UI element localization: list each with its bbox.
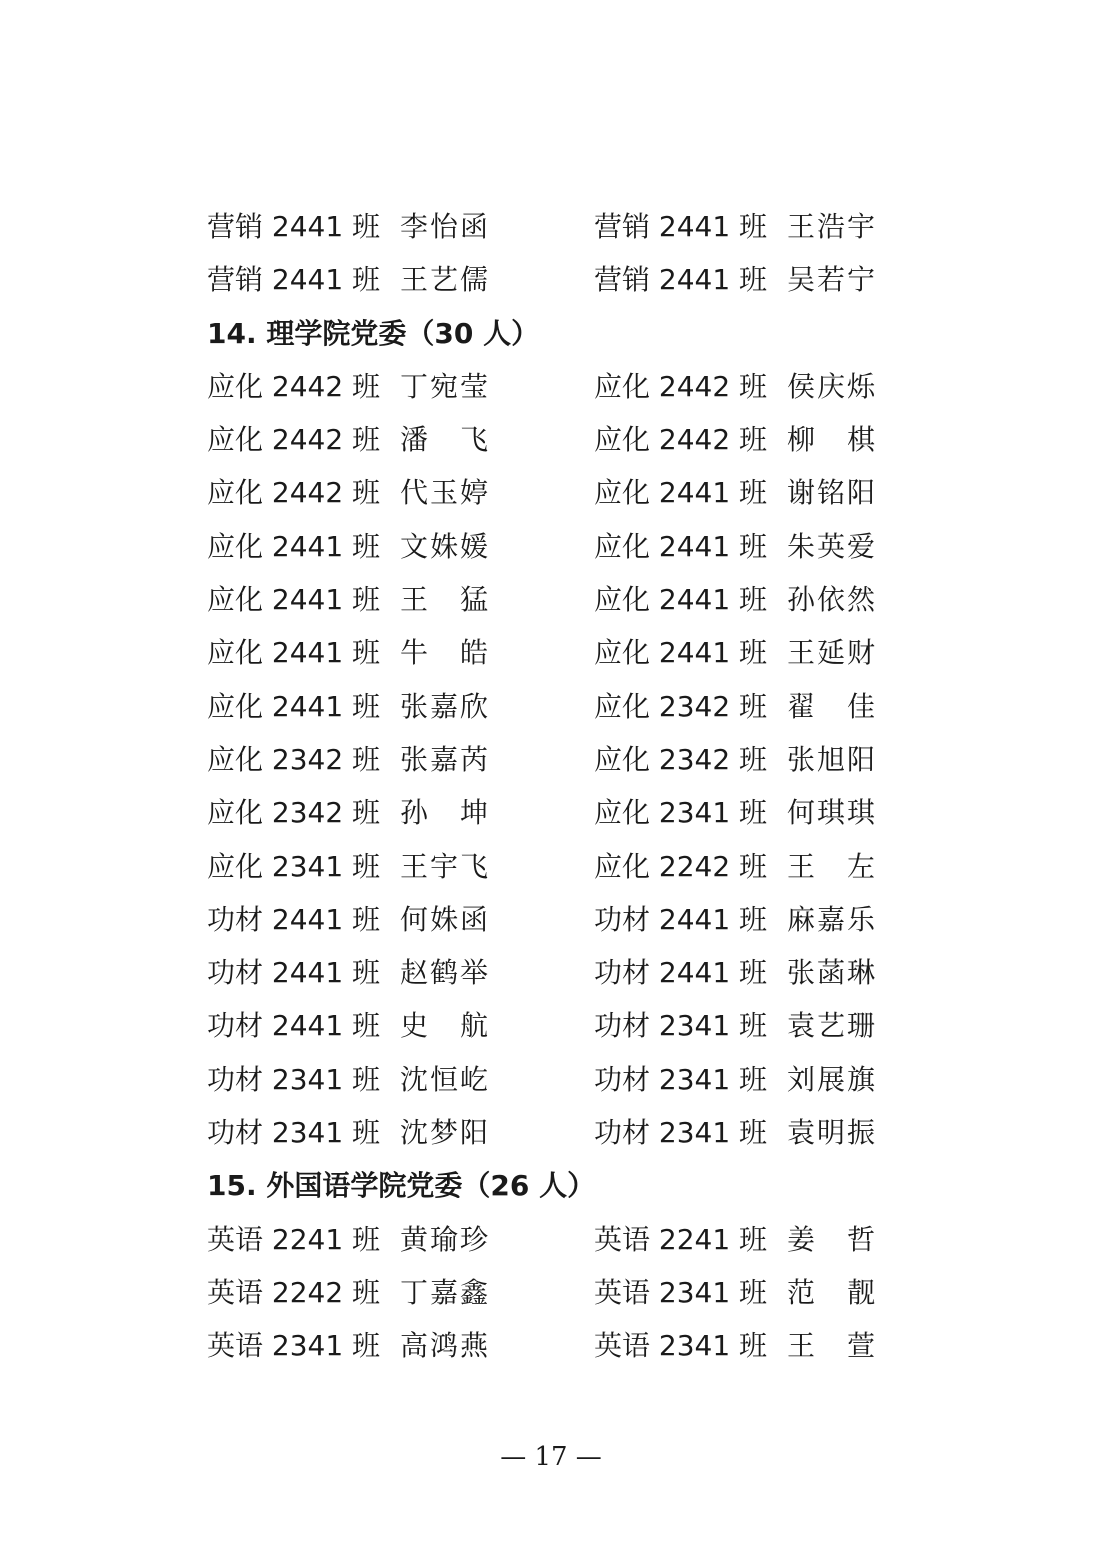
student-name: 文姝媛 — [400, 529, 491, 563]
class-name: 应化 2342 班 — [207, 742, 381, 776]
list-row — [207, 1106, 907, 1159]
class-name: 英语 2241 班 — [207, 1222, 381, 1256]
class-name: 功材 2441 班 — [207, 1009, 381, 1043]
class-name: 应化 2441 班 — [594, 636, 768, 670]
student-name: 王 猛 — [400, 583, 491, 617]
list-row — [207, 680, 907, 733]
list-row — [207, 466, 907, 519]
student-name: 翟 佳 — [787, 689, 878, 723]
class-name: 应化 2441 班 — [594, 476, 768, 510]
class-name: 应化 2342 班 — [207, 796, 381, 830]
list-row — [207, 1319, 907, 1372]
class-name: 应化 2441 班 — [207, 583, 381, 617]
list-row — [207, 626, 907, 679]
class-name: 英语 2341 班 — [594, 1275, 768, 1309]
class-name: 功材 2341 班 — [207, 1062, 381, 1096]
student-name: 代玉婷 — [400, 476, 491, 510]
student-name: 李怡函 — [400, 210, 491, 243]
student-name: 张菡琳 — [787, 956, 878, 990]
student-name: 沈梦阳 — [400, 1116, 491, 1150]
list-row — [207, 1053, 907, 1106]
class-name: 功材 2441 班 — [594, 956, 768, 990]
student-name: 王艺儒 — [400, 263, 491, 297]
student-name: 麻嘉乐 — [787, 902, 878, 936]
student-name: 史 航 — [400, 1009, 491, 1043]
class-name: 功材 2441 班 — [594, 902, 768, 936]
student-name: 朱英爱 — [787, 529, 878, 563]
student-name: 沈恒屹 — [400, 1062, 491, 1096]
student-name: 何姝函 — [400, 902, 491, 936]
list-row — [207, 1266, 907, 1319]
class-name: 功材 2341 班 — [594, 1116, 768, 1150]
student-name: 柳 棋 — [787, 423, 878, 457]
list-row — [207, 893, 907, 946]
list-row — [207, 200, 907, 253]
student-name: 吴若宁 — [787, 263, 878, 297]
student-name: 潘 飞 — [400, 423, 491, 457]
student-name: 刘展旗 — [787, 1062, 878, 1096]
student-name: 姜 哲 — [787, 1222, 878, 1256]
student-name: 孙依然 — [787, 583, 878, 617]
list-row — [207, 786, 907, 839]
student-name: 王 萱 — [787, 1329, 878, 1363]
class-name: 英语 2341 班 — [594, 1329, 768, 1363]
class-name: 营销 2441 班 — [594, 263, 768, 297]
student-name: 黄瑜珍 — [400, 1222, 491, 1256]
class-name: 功材 2341 班 — [207, 1116, 381, 1150]
class-name: 功材 2341 班 — [594, 1062, 768, 1096]
list-row — [207, 573, 907, 626]
student-name: 范 靓 — [787, 1275, 878, 1309]
student-name: 袁艺珊 — [787, 1009, 878, 1043]
student-name: 孙 坤 — [400, 796, 491, 830]
class-name: 英语 2241 班 — [594, 1222, 768, 1256]
list-row — [207, 1213, 907, 1266]
class-name: 功材 2441 班 — [207, 956, 381, 990]
student-name: 袁明振 — [787, 1116, 878, 1150]
student-name: 高鸿燕 — [400, 1329, 491, 1363]
list-row — [207, 946, 907, 999]
student-name: 侯庆烁 — [787, 369, 878, 403]
student-name: 王浩宇 — [787, 210, 878, 243]
list-row — [207, 520, 907, 573]
student-name: 张嘉欣 — [400, 689, 491, 723]
student-name: 丁嘉鑫 — [400, 1275, 491, 1309]
list-row — [207, 360, 907, 413]
list-row — [207, 840, 907, 893]
section-heading: 15. 外国语学院党委（26 人） — [207, 1169, 596, 1203]
student-name: 谢铭阳 — [787, 476, 878, 510]
class-name: 营销 2441 班 — [207, 210, 381, 243]
student-name: 丁宛莹 — [400, 369, 491, 403]
class-name: 应化 2441 班 — [207, 689, 381, 723]
student-name: 王宇飞 — [400, 849, 491, 883]
student-name: 赵鹤举 — [400, 956, 491, 990]
list-row — [207, 999, 907, 1052]
student-name: 牛 皓 — [400, 636, 491, 670]
section-heading: 14. 理学院党委（30 人） — [207, 316, 540, 350]
student-name: 何琪琪 — [787, 796, 878, 830]
student-name: 王 左 — [787, 849, 878, 883]
page-number: — 17 — — [500, 1442, 602, 1472]
class-name: 英语 2341 班 — [207, 1329, 381, 1363]
class-name: 应化 2342 班 — [594, 742, 768, 776]
class-name: 应化 2441 班 — [594, 529, 768, 563]
class-name: 应化 2242 班 — [594, 849, 768, 883]
student-name: 张嘉芮 — [400, 742, 491, 776]
class-name: 应化 2442 班 — [594, 423, 768, 457]
class-name: 应化 2341 班 — [207, 849, 381, 883]
class-name: 功材 2341 班 — [594, 1009, 768, 1043]
list-row — [207, 413, 907, 466]
class-name: 应化 2441 班 — [207, 529, 381, 563]
name-list — [207, 200, 907, 1373]
class-name: 应化 2442 班 — [594, 369, 768, 403]
class-name: 应化 2441 班 — [594, 583, 768, 617]
class-name: 营销 2441 班 — [207, 263, 381, 297]
class-name: 营销 2441 班 — [594, 210, 768, 243]
list-row — [207, 253, 907, 306]
class-name: 应化 2442 班 — [207, 476, 381, 510]
class-name: 应化 2441 班 — [207, 636, 381, 670]
list-row — [207, 733, 907, 786]
class-name: 应化 2442 班 — [207, 423, 381, 457]
student-name: 张旭阳 — [787, 742, 878, 776]
class-name: 应化 2341 班 — [594, 796, 768, 830]
student-name: 王延财 — [787, 636, 878, 670]
class-name: 应化 2342 班 — [594, 689, 768, 723]
class-name: 应化 2442 班 — [207, 369, 381, 403]
class-name: 英语 2242 班 — [207, 1275, 381, 1309]
class-name: 功材 2441 班 — [207, 902, 381, 936]
